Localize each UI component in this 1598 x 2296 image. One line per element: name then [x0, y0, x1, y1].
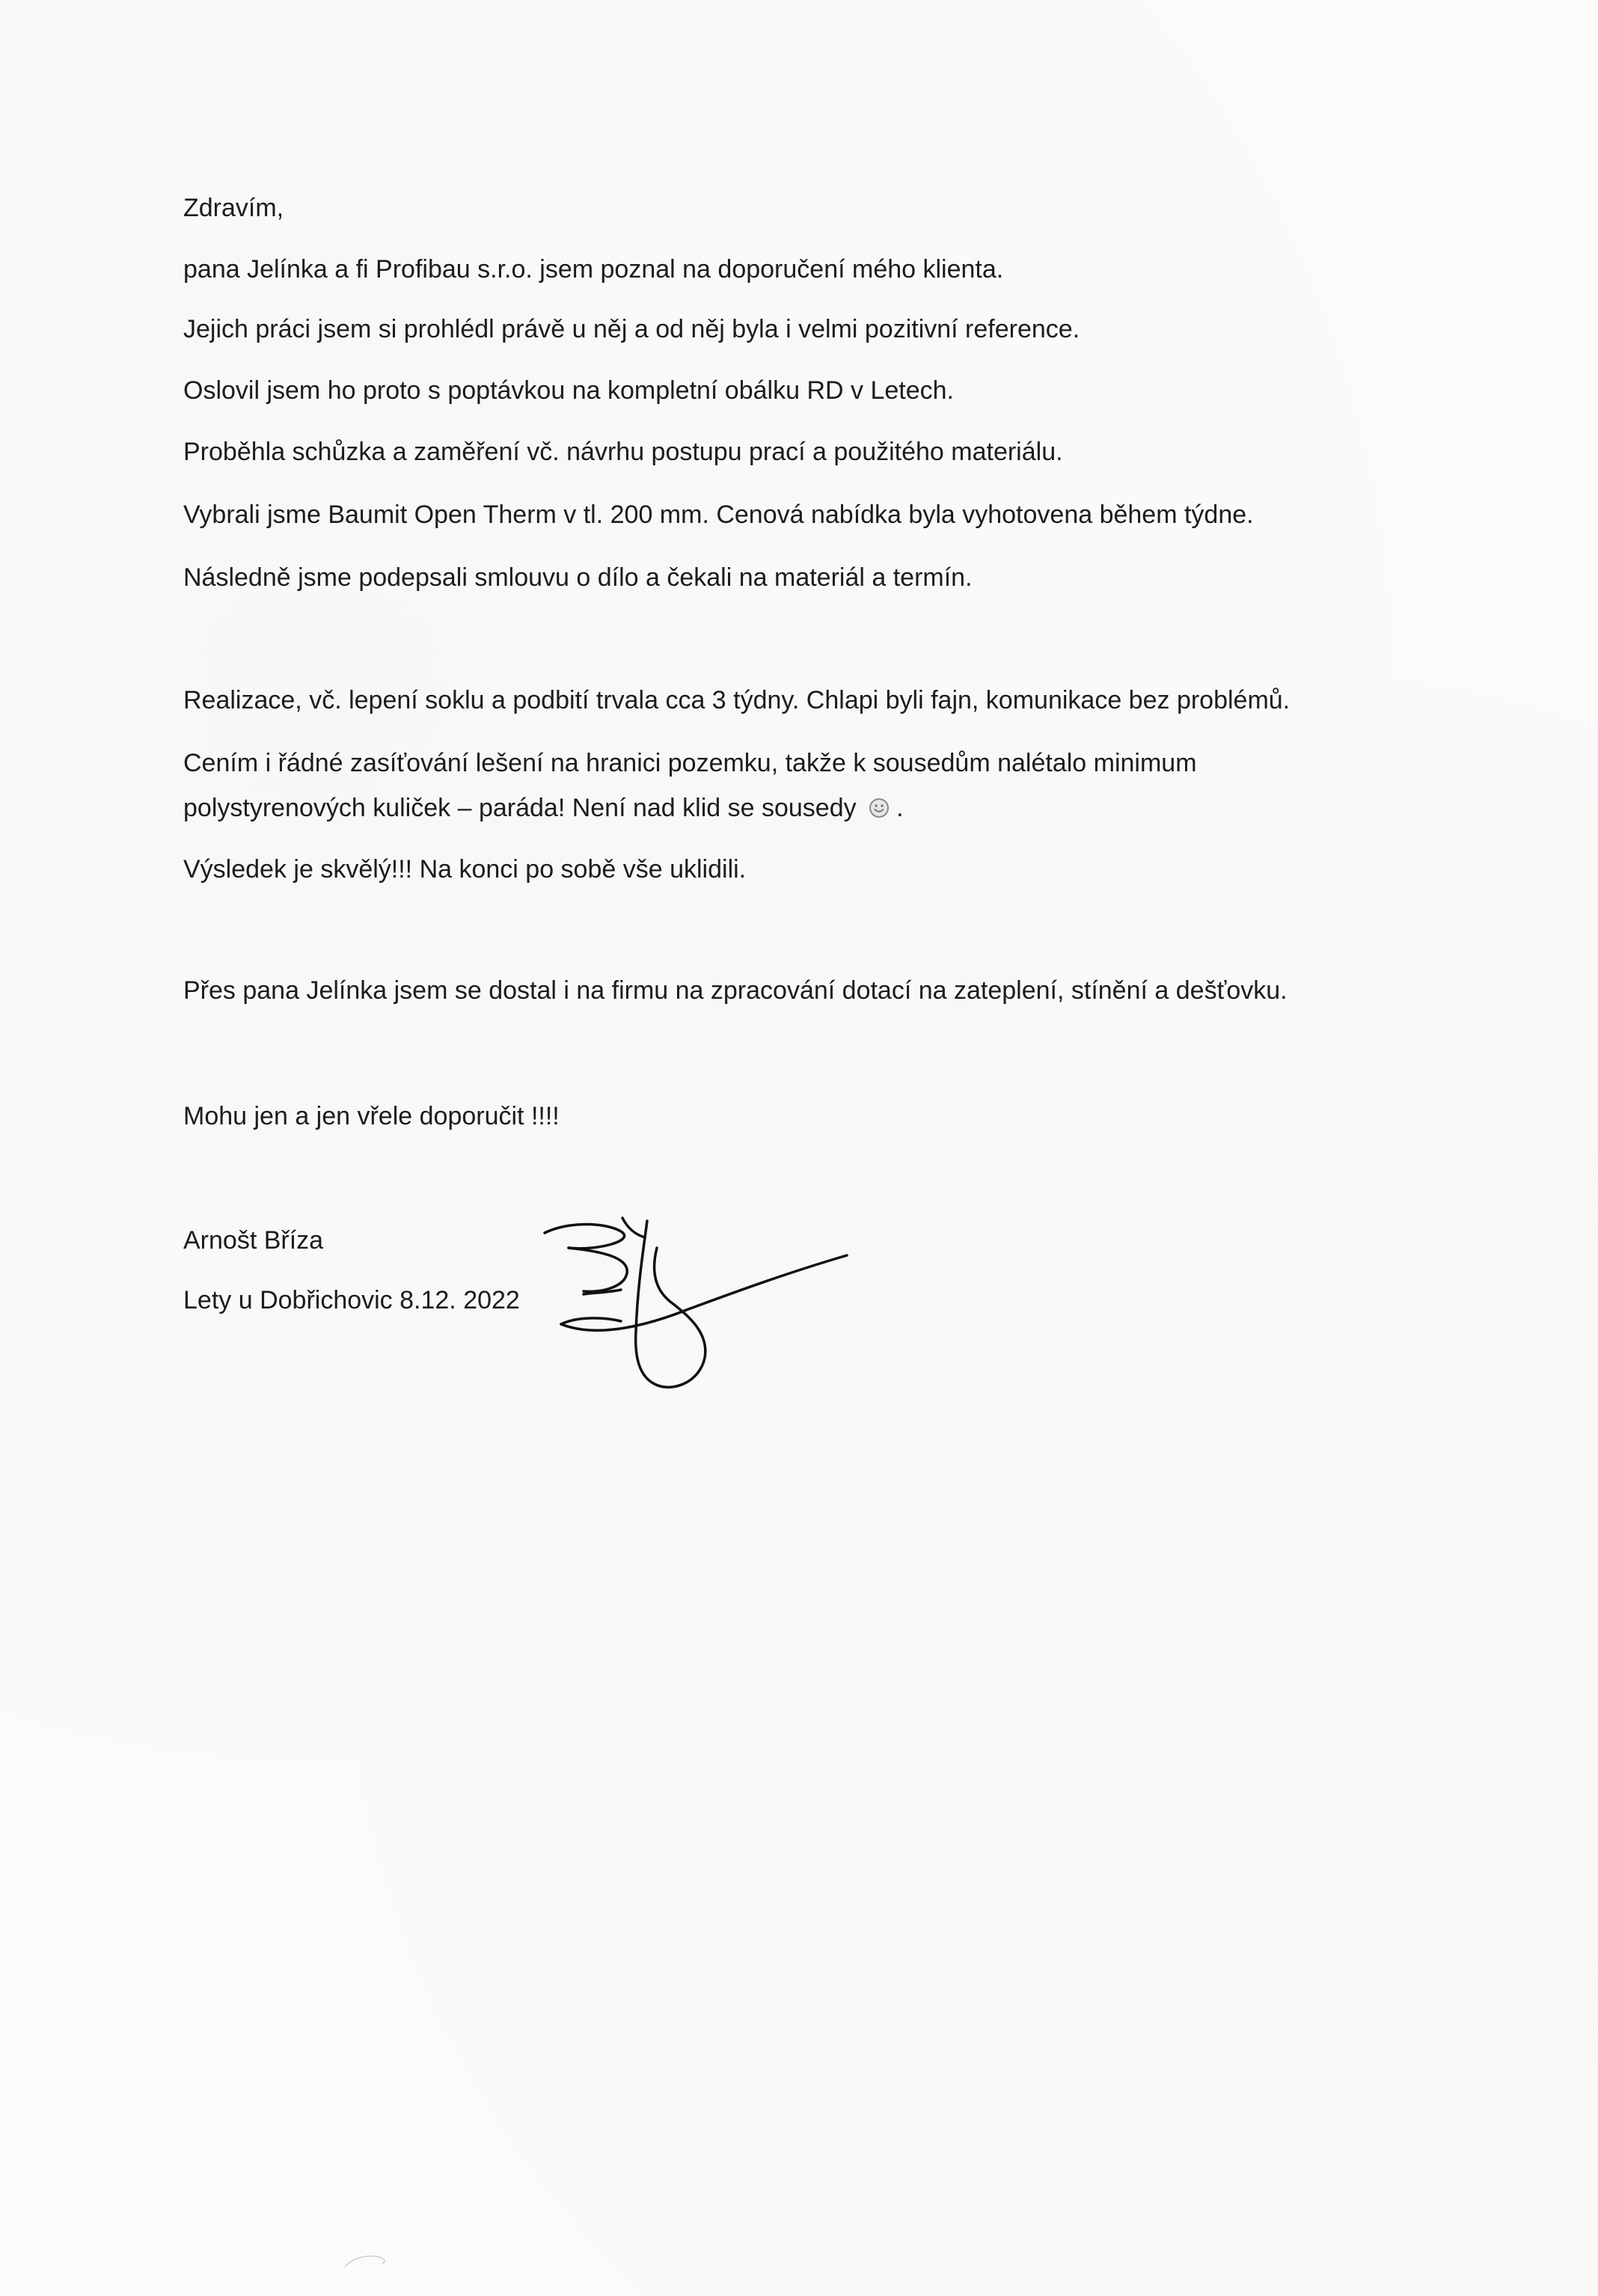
paragraph1-line5: Vybrali jsme Baumit Open Therm v tl. 200 mm. Cenová nabídka byla vyhotovena během týdne. [183, 500, 1254, 529]
emoji-line-text: polystyrenových kuliček – paráda! Není nad klid se sousedy [183, 794, 857, 822]
greeting: Zdravím, [183, 194, 284, 222]
place-date: Lety u Dobřichovic 8.12. 2022 [183, 1286, 520, 1314]
paragraph2-line2: Cením i řádné zasíťování lešení na hranici pozemku, takže k sousedům nalétalo minimum [183, 749, 1197, 777]
paragraph1-line6: Následně jsme podepsali smlouvu o dílo a čekali na materiál a termín. [183, 563, 973, 592]
paragraph1-line4: Proběhla schůzka a zaměření vč. návrhu postupu prací a použitého materiálu. [183, 438, 1063, 466]
emoji-line-tail: . [896, 794, 904, 822]
emoji-line [183, 792, 904, 824]
handwritten-signature [539, 1204, 853, 1414]
paragraph1-line2: Jejich práci jsem si prohlédl právě u něj a od něj byla i velmi pozitivní reference. [183, 315, 1080, 343]
paper-speck [340, 2244, 393, 2274]
paragraph1-line1: pana Jelínka a fi Profibau s.r.o. jsem poznal na doporučení mého klienta. [183, 255, 1004, 284]
smiley-face-icon [868, 797, 890, 819]
result-line: Výsledek je skvělý!!! Na konci po sobě vše uklidili. [183, 855, 747, 884]
paragraph2-line1: Realizace, vč. lepení soklu a podbití trvala cca 3 týdny. Chlapi byli fajn, komunikace bez problémů. [183, 686, 1291, 714]
author-name: Arnošt Bříza [183, 1226, 324, 1255]
paragraph3: Přes pana Jelínka jsem se dostal i na firmu na zpracování dotací na zateplení, stínění a dešťovku. [183, 976, 1288, 1005]
recommendation: Mohu jen a jen vřele doporučit !!!! [183, 1102, 560, 1130]
paragraph1-line3: Oslovil jsem ho proto s poptávkou na kompletní obálku RD v Letech. [183, 376, 954, 405]
